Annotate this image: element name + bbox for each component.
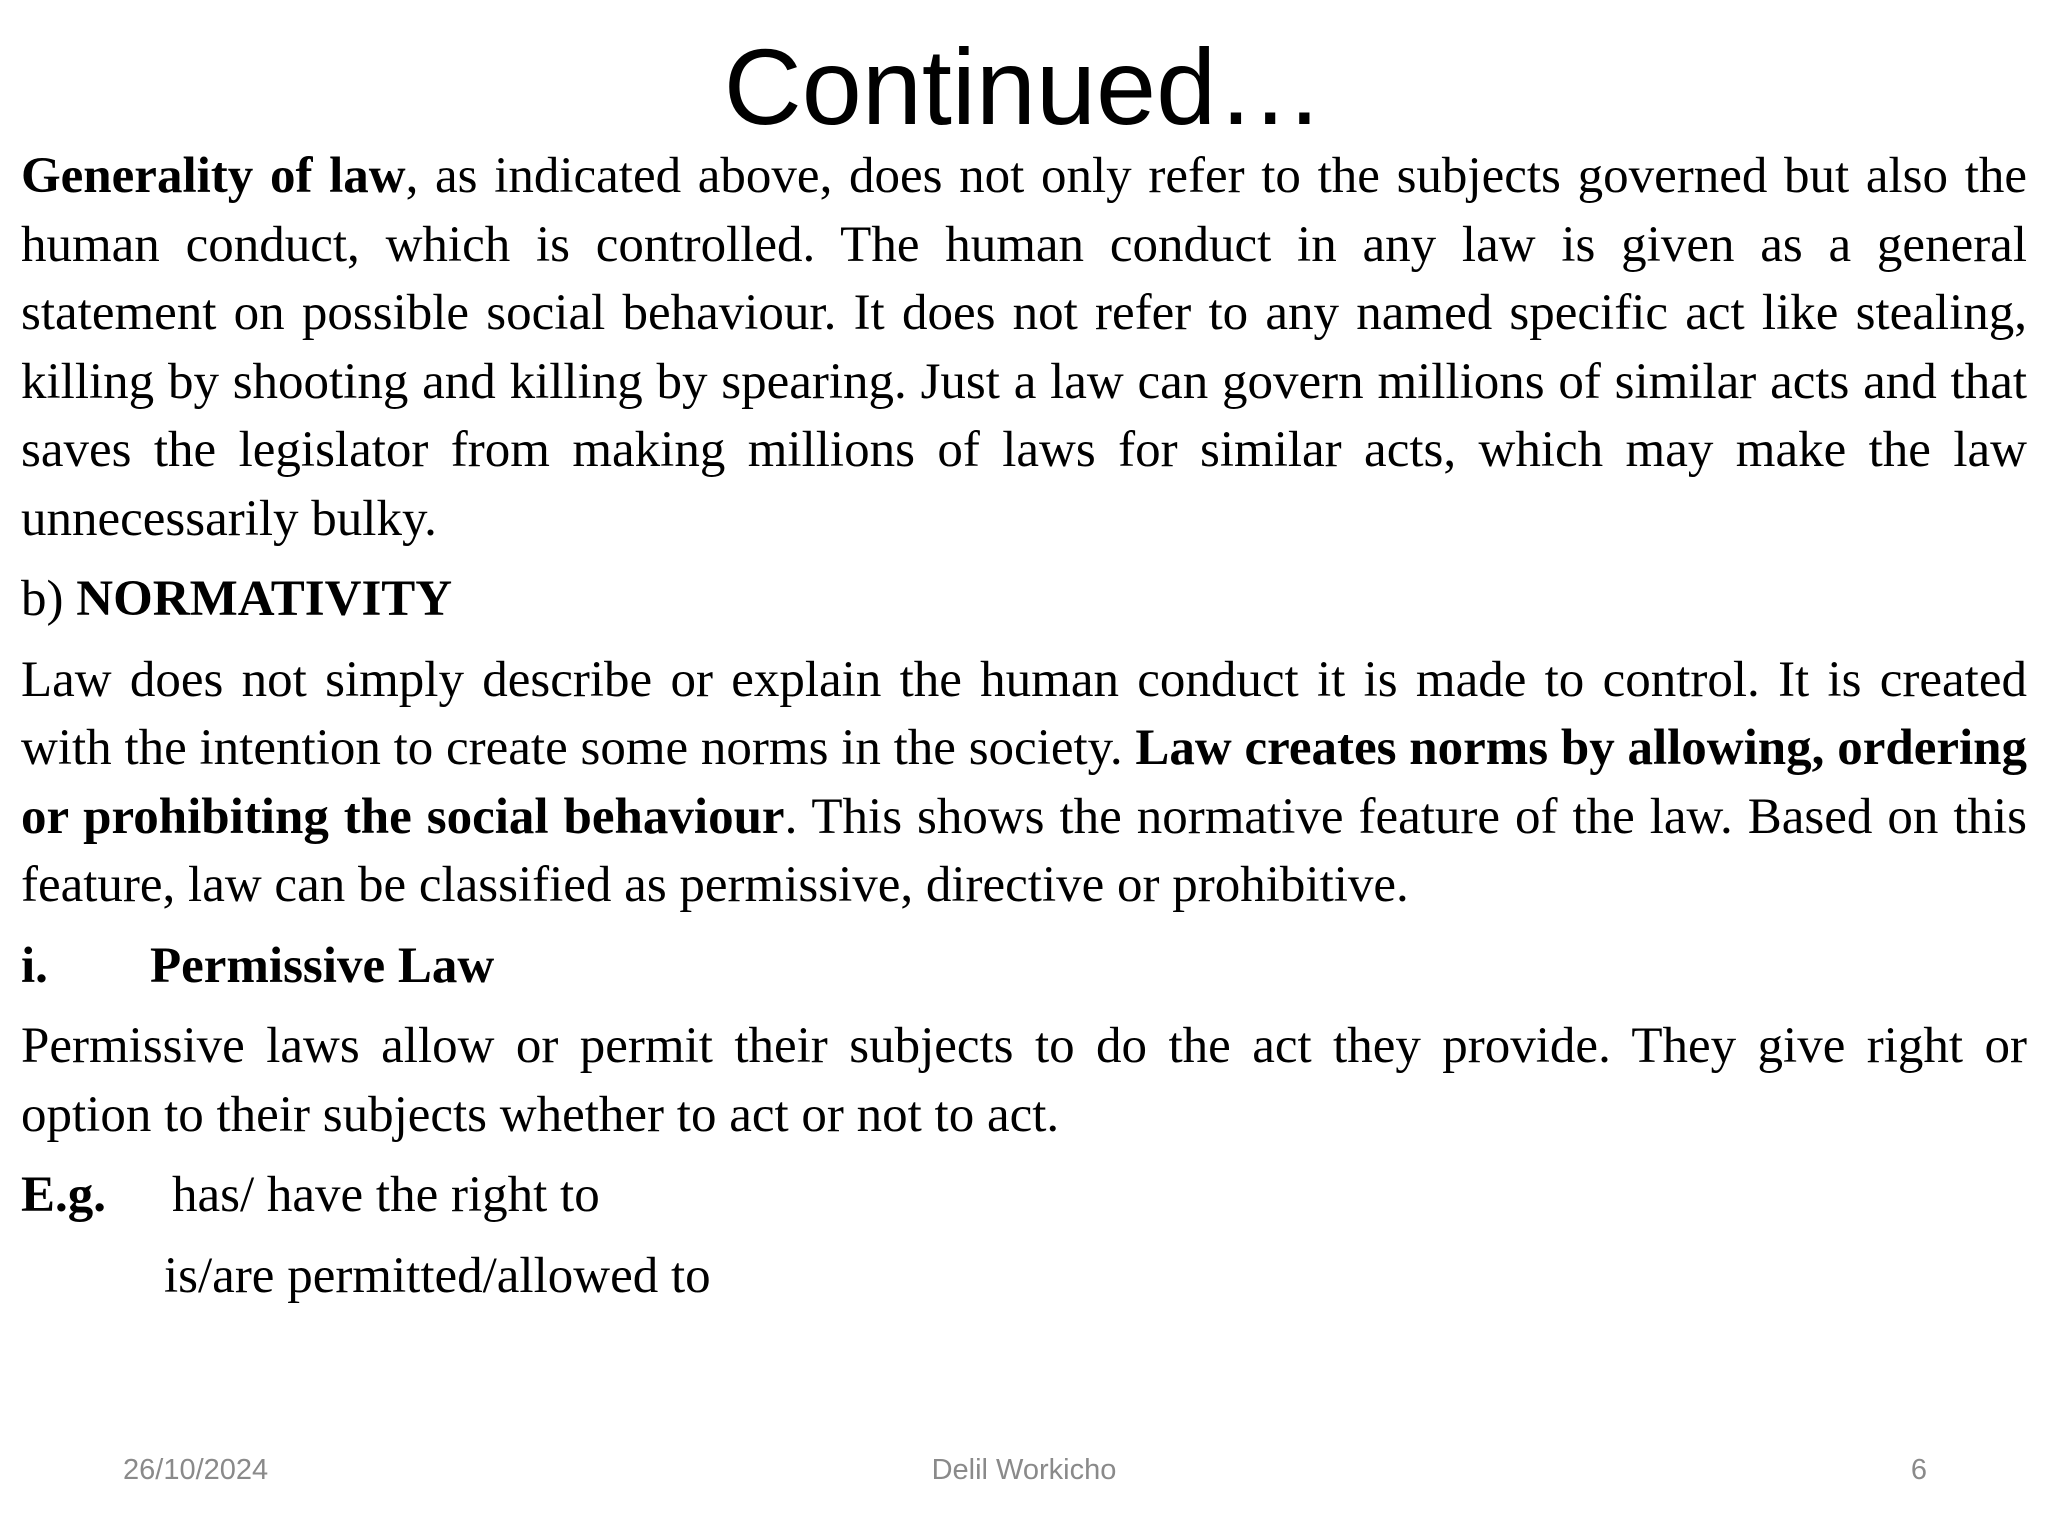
permissive-law-numeral: i. xyxy=(21,937,48,994)
footer-page-number: 6 xyxy=(1910,1454,1927,1486)
normativity-text-2: . This shows the normative feature of the law. Based on this feature, law can be classified as permissive, directive or prohibitive. xyxy=(21,788,2028,913)
generality-paragraph xyxy=(21,142,2027,553)
slide-body xyxy=(21,142,2027,1310)
footer-date: 26/10/2024 xyxy=(123,1454,269,1486)
generality-text: , as indicated above, does not only refer to the subjects governed but also the human conduct, which is controlled. The human conduct in any law is given as a general statement on possible social behaviour. It does not refer to any named specific act like stealing, killing by shooting and killing by spearing. Just a law can govern millions of similar acts and that saves the legislator from making millions of laws for similar acts, which may make the law unnecessarily bulky. xyxy=(21,148,2027,547)
normativity-heading xyxy=(21,565,2027,634)
footer-author: Delil Workicho xyxy=(931,1454,1117,1486)
generality-term: Generality of law xyxy=(21,148,406,204)
normativity-key-statement: Law creates norms by allowing, ordering or prohibiting the social behaviour xyxy=(21,720,2027,845)
example-label: E.g. xyxy=(21,1167,107,1223)
permissive-law-label: Permissive Law xyxy=(150,937,495,994)
normativity-label: NORMATIVITY xyxy=(76,571,453,627)
normativity-prefix: b) xyxy=(21,571,77,627)
permissive-law-heading xyxy=(21,932,2027,1001)
example-line-1 xyxy=(21,1161,2027,1230)
slide-title: Continued… xyxy=(723,26,1325,147)
example-line-2: is/are permitted/allowed to xyxy=(164,1247,711,1304)
example-text-1: has/ have the right to xyxy=(172,1167,600,1223)
normativity-paragraph xyxy=(21,646,2027,920)
permissive-law-paragraph: Permissive laws allow or permit their subjects to do the act they provide. They give right or option to their subjects whether to act or not to act. xyxy=(21,1018,2027,1143)
normativity-text-1: Law does not simply describe or explain the human conduct it is made to control. It is created with the intention to create some norms in the society. xyxy=(21,651,2027,776)
